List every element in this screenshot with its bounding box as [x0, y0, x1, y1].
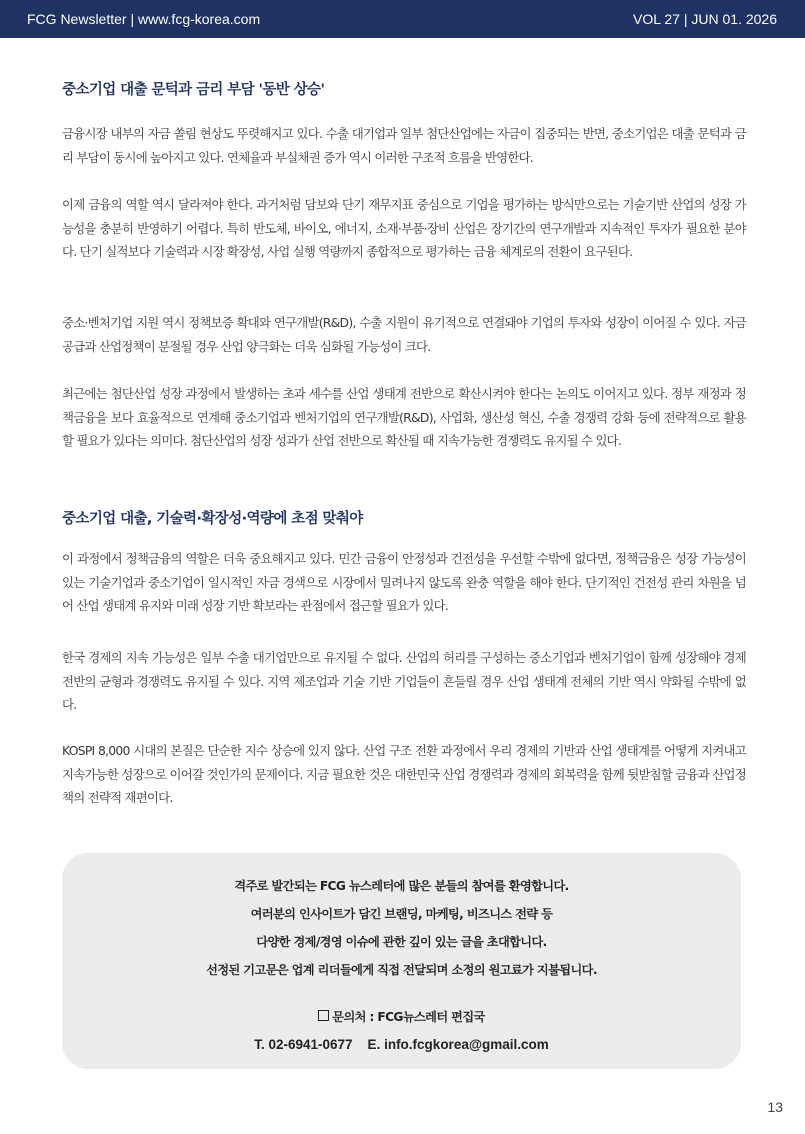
section-heading-loan-focus: 중소기업 대출, 기술력·확장성·역량에 초점 맞춰야: [62, 511, 363, 527]
page-number: 13: [767, 1099, 783, 1115]
section-heading-loan-barrier: 중소기업 대출 문턱과 금리 부담 '동반 상승': [62, 82, 325, 98]
contribution-notice-box: [62, 853, 741, 1069]
paragraph: 이 과정에서 정책금융의 역할은 더욱 중요해지고 있다. 민간 금융이 안정성과 건전성을 우선할 수밖에 없다면, 정책금융은 성장 가능성이 있는 기술기업과 중소기업이 일시적인 자금 경색으로 시장에서 밀려나지 않도록 완충 역할을 해야 한다. 단기적인 건전성 관리 차원을 넘어 산업 생태계 유지와 미래 성장 기반 확보라는 관점에서 접근할 필요가 있다.: [62, 551, 746, 613]
paragraph: 이제 금융의 역할 역시 달라져야 한다. 과거처럼 담보와 단기 재무지표 중심으로 기업을 평가하는 방식만으로는 기술기반 산업의 성장 가능성을 충분히 반영하기 어렵다. 특히 반도체, 바이오, 에너지, 소재·부품·장비 산업은 장기간의 연구개발과 지속적인 투자가 필요한 분야다. 단기 실적보다 기술력과 시장 확장성, 사업 실행 역량까지 종합적으로 평가하는 금융 체계로의 전환이 요구된다.: [62, 197, 746, 259]
notice-line: 다양한 경제/경영 이슈에 관한 깊이 있는 글을 초대합니다.: [256, 935, 547, 949]
notice-line: 선정된 기고문은 업계 리더들에게 직접 전달되며 소정의 원고료가 지불됩니다.: [206, 963, 597, 977]
paragraph: 한국 경제의 지속 가능성은 일부 수출 대기업만으로 유지될 수 없다. 산업의 허리를 구성하는 중소기업과 벤처기업이 함께 성장해야 경제 전반의 균형과 경쟁력도 유지될 수 있다. 지역 제조업과 기술 기반 기업들이 흔들릴 경우 산업 생태계 전체의 기반 역시 약화될 수밖에 없다.: [62, 650, 746, 712]
checkbox-square-icon: [318, 1010, 329, 1021]
notice-line: 여러분의 인사이트가 담긴 브랜딩, 마케팅, 비즈니스 전략 등: [250, 907, 553, 921]
newsletter-header-bar: [0, 0, 805, 38]
newsletter-site-label: FCG Newsletter | www.fcg-korea.com: [27, 11, 261, 27]
paragraph: 최근에는 첨단산업 성장 과정에서 발생하는 초과 세수를 산업 생태계 전반으로 확산시켜야 한다는 논의도 이어지고 있다. 정부 재정과 정책금융을 보다 효율적으로 연계해 중소기업과 벤처기업의 연구개발(R&D), 사업화, 생산성 혁신, 수출 경쟁력 강화 등에 전략적으로 활용할 필요가 있다는 의미다. 첨단산업의 성장 성과가 산업 전반으로 확산될 때 지속가능한 경쟁력도 유지될 수 있다.: [62, 386, 746, 448]
contact-label: 문의처 : FCG뉴스레터 편집국: [332, 1010, 485, 1024]
contact-info: T. 02-6941-0677 E. info.fcgkorea@gmail.com: [254, 1037, 549, 1052]
notice-line: 격주로 발간되는 FCG 뉴스레터에 많은 분들의 참여를 환영합니다.: [234, 879, 569, 893]
paragraph: 금융시장 내부의 자금 쏠림 현상도 뚜렷해지고 있다. 수출 대기업과 일부 첨단산업에는 자금이 집중되는 반면, 중소기업은 대출 문턱과 금리 부담이 동시에 높아지고 있다. 연체율과 부실채권 증가 역시 이러한 구조적 흐름을 반영한다.: [62, 126, 746, 165]
issue-volume-date: VOL 27 | JUN 01. 2026: [633, 11, 777, 27]
paragraph: KOSPI 8,000 시대의 본질은 단순한 지수 상승에 있지 않다. 산업 구조 전환 과정에서 우리 경제의 기반과 산업 생태계를 어떻게 지켜내고 지속가능한 성장으로 이어갈 것인가의 문제이다. 지금 필요한 것은 대한민국 산업 경쟁력과 경제의 회복력을 함께 뒷받침할 금융과 산업정책의 전략적 재편이다.: [62, 743, 746, 805]
contact-heading: [62, 1008, 741, 1025]
paragraph: 중소·벤처기업 지원 역시 정책보증 확대와 연구개발(R&D), 수출 지원이 유기적으로 연결돼야 기업의 투자와 성장이 이어질 수 있다. 자금 공급과 산업정책이 분절될 경우 산업 양극화는 더욱 심화될 가능성이 크다.: [62, 315, 746, 354]
